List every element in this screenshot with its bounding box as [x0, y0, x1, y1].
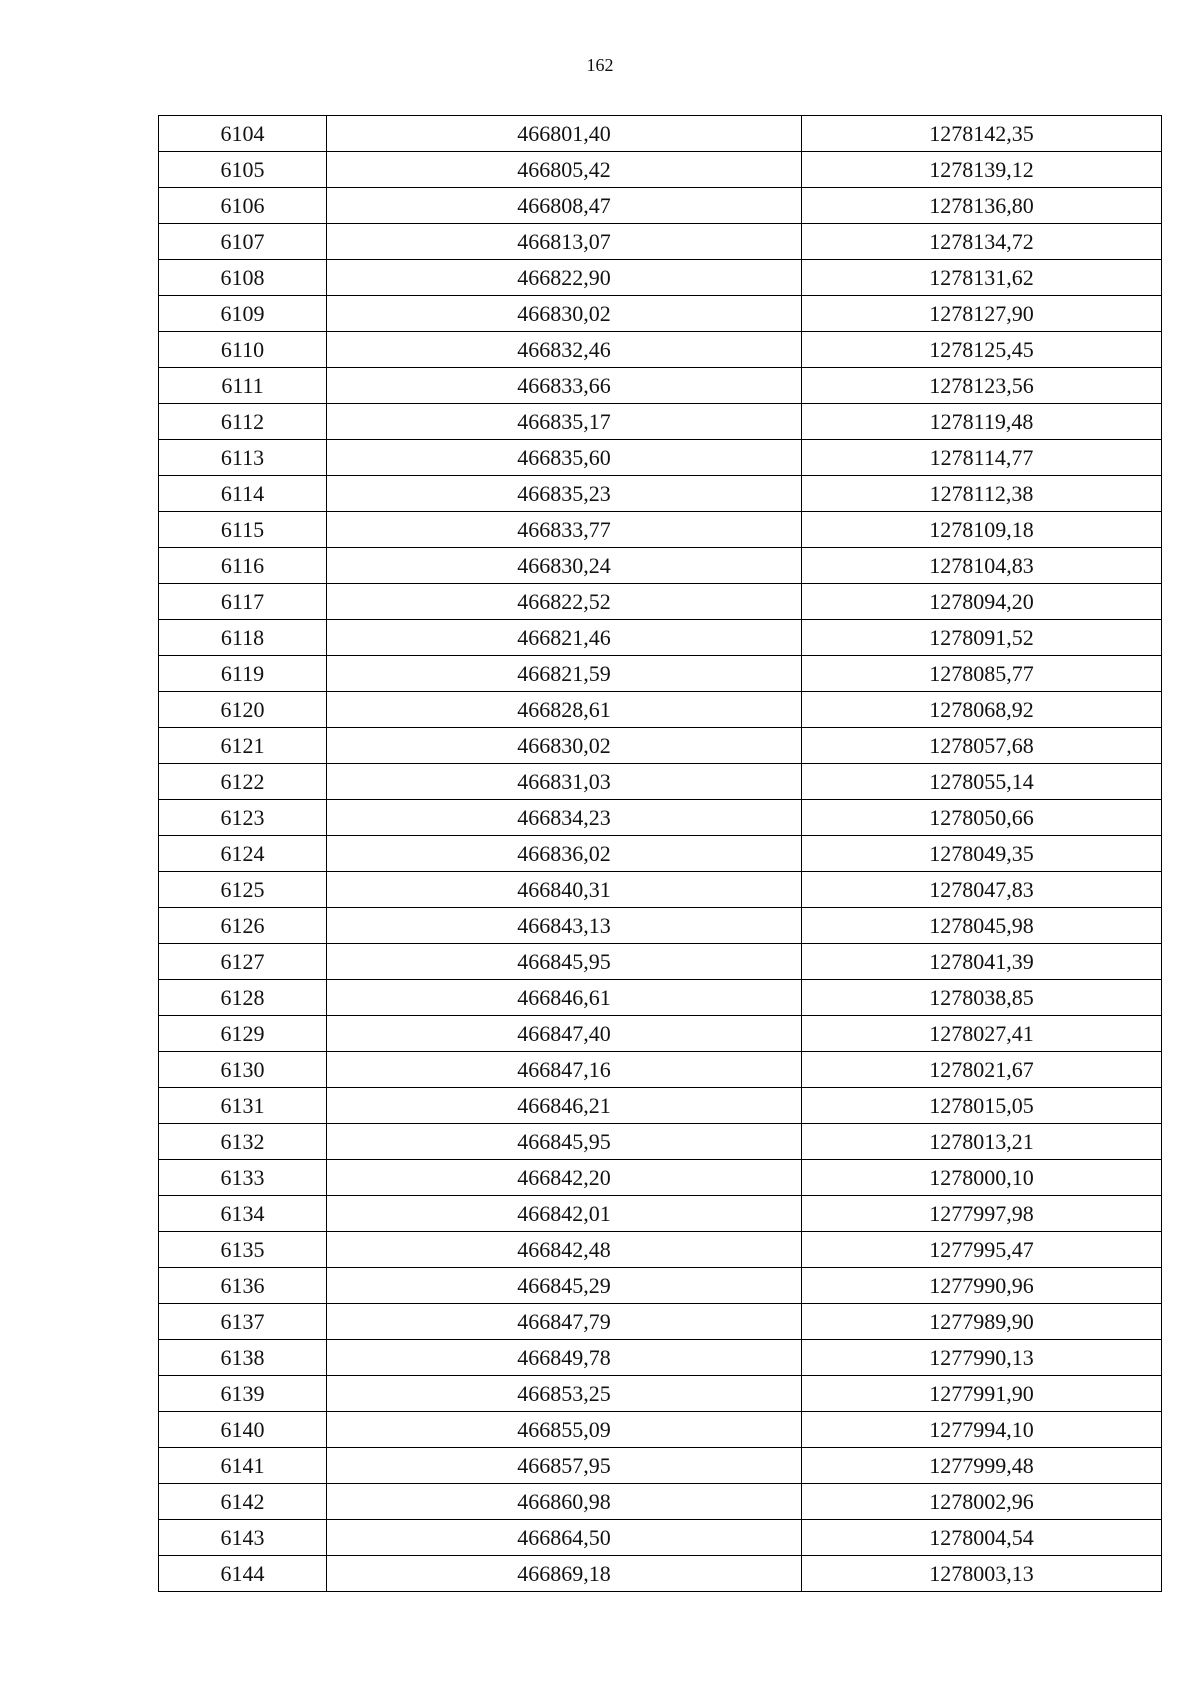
point-number-cell: 6139 [159, 1376, 327, 1412]
x-coordinate-cell: 466831,03 [327, 764, 802, 800]
x-coordinate-cell: 466853,25 [327, 1376, 802, 1412]
point-number-cell: 6108 [159, 260, 327, 296]
x-coordinate-cell: 466835,23 [327, 476, 802, 512]
y-coordinate-cell: 1278038,85 [802, 980, 1162, 1016]
y-coordinate-cell: 1278123,56 [802, 368, 1162, 404]
y-coordinate-cell: 1278068,92 [802, 692, 1162, 728]
y-coordinate-cell: 1277999,48 [802, 1448, 1162, 1484]
x-coordinate-cell: 466845,95 [327, 944, 802, 980]
table-row [159, 800, 1162, 836]
point-number-cell: 6143 [159, 1520, 327, 1556]
x-coordinate-cell: 466836,02 [327, 836, 802, 872]
table-row [159, 728, 1162, 764]
table-row [159, 1052, 1162, 1088]
table-row [159, 980, 1162, 1016]
point-number-cell: 6119 [159, 656, 327, 692]
x-coordinate-cell: 466821,46 [327, 620, 802, 656]
point-number-cell: 6124 [159, 836, 327, 872]
y-coordinate-cell: 1278021,67 [802, 1052, 1162, 1088]
y-coordinate-cell: 1278045,98 [802, 908, 1162, 944]
x-coordinate-cell: 466833,77 [327, 512, 802, 548]
x-coordinate-cell: 466830,24 [327, 548, 802, 584]
point-number-cell: 6129 [159, 1016, 327, 1052]
point-number-cell: 6131 [159, 1088, 327, 1124]
x-coordinate-cell: 466840,31 [327, 872, 802, 908]
x-coordinate-cell: 466857,95 [327, 1448, 802, 1484]
table-row [159, 548, 1162, 584]
y-coordinate-cell: 1278112,38 [802, 476, 1162, 512]
x-coordinate-cell: 466822,52 [327, 584, 802, 620]
x-coordinate-cell: 466801,40 [327, 116, 802, 152]
y-coordinate-cell: 1278094,20 [802, 584, 1162, 620]
x-coordinate-cell: 466828,61 [327, 692, 802, 728]
point-number-cell: 6135 [159, 1232, 327, 1268]
table-row [159, 872, 1162, 908]
table-row [159, 368, 1162, 404]
x-coordinate-cell: 466847,40 [327, 1016, 802, 1052]
y-coordinate-cell: 1278131,62 [802, 260, 1162, 296]
y-coordinate-cell: 1278057,68 [802, 728, 1162, 764]
point-number-cell: 6121 [159, 728, 327, 764]
y-coordinate-cell: 1278134,72 [802, 224, 1162, 260]
y-coordinate-cell: 1278085,77 [802, 656, 1162, 692]
x-coordinate-cell: 466864,50 [327, 1520, 802, 1556]
x-coordinate-cell: 466842,48 [327, 1232, 802, 1268]
point-number-cell: 6122 [159, 764, 327, 800]
point-number-cell: 6115 [159, 512, 327, 548]
x-coordinate-cell: 466808,47 [327, 188, 802, 224]
table-row [159, 296, 1162, 332]
point-number-cell: 6132 [159, 1124, 327, 1160]
table-row [159, 692, 1162, 728]
x-coordinate-cell: 466846,21 [327, 1088, 802, 1124]
x-coordinate-cell: 466860,98 [327, 1484, 802, 1520]
table-row [159, 332, 1162, 368]
table-row [159, 656, 1162, 692]
table-row [159, 584, 1162, 620]
table-row [159, 1304, 1162, 1340]
y-coordinate-cell: 1278091,52 [802, 620, 1162, 656]
point-number-cell: 6111 [159, 368, 327, 404]
y-coordinate-cell: 1278136,80 [802, 188, 1162, 224]
table-row [159, 512, 1162, 548]
table-row [159, 1412, 1162, 1448]
table-row [159, 188, 1162, 224]
point-number-cell: 6113 [159, 440, 327, 476]
table-row [159, 1484, 1162, 1520]
x-coordinate-cell: 466846,61 [327, 980, 802, 1016]
y-coordinate-cell: 1278000,10 [802, 1160, 1162, 1196]
point-number-cell: 6125 [159, 872, 327, 908]
point-number-cell: 6126 [159, 908, 327, 944]
x-coordinate-cell: 466842,01 [327, 1196, 802, 1232]
point-number-cell: 6105 [159, 152, 327, 188]
y-coordinate-cell: 1277994,10 [802, 1412, 1162, 1448]
table-row [159, 764, 1162, 800]
y-coordinate-cell: 1278003,13 [802, 1556, 1162, 1592]
y-coordinate-cell: 1278119,48 [802, 404, 1162, 440]
table-row [159, 1376, 1162, 1412]
table-row [159, 1016, 1162, 1052]
y-coordinate-cell: 1277990,96 [802, 1268, 1162, 1304]
table-row [159, 476, 1162, 512]
coordinates-table-body [159, 116, 1162, 1592]
point-number-cell: 6109 [159, 296, 327, 332]
table-row [159, 1088, 1162, 1124]
table-row [159, 1520, 1162, 1556]
y-coordinate-cell: 1278114,77 [802, 440, 1162, 476]
y-coordinate-cell: 1278004,54 [802, 1520, 1162, 1556]
table-row [159, 260, 1162, 296]
x-coordinate-cell: 466845,29 [327, 1268, 802, 1304]
x-coordinate-cell: 466845,95 [327, 1124, 802, 1160]
y-coordinate-cell: 1278127,90 [802, 296, 1162, 332]
x-coordinate-cell: 466855,09 [327, 1412, 802, 1448]
point-number-cell: 6107 [159, 224, 327, 260]
x-coordinate-cell: 466835,60 [327, 440, 802, 476]
x-coordinate-cell: 466805,42 [327, 152, 802, 188]
point-number-cell: 6136 [159, 1268, 327, 1304]
point-number-cell: 6112 [159, 404, 327, 440]
x-coordinate-cell: 466832,46 [327, 332, 802, 368]
table-row [159, 1160, 1162, 1196]
table-row [159, 944, 1162, 980]
y-coordinate-cell: 1278142,35 [802, 116, 1162, 152]
y-coordinate-cell: 1278050,66 [802, 800, 1162, 836]
y-coordinate-cell: 1278013,21 [802, 1124, 1162, 1160]
point-number-cell: 6138 [159, 1340, 327, 1376]
point-number-cell: 6120 [159, 692, 327, 728]
y-coordinate-cell: 1278027,41 [802, 1016, 1162, 1052]
coordinates-table [158, 115, 1162, 1592]
y-coordinate-cell: 1278125,45 [802, 332, 1162, 368]
x-coordinate-cell: 466834,23 [327, 800, 802, 836]
table-row [159, 1340, 1162, 1376]
y-coordinate-cell: 1278015,05 [802, 1088, 1162, 1124]
point-number-cell: 6142 [159, 1484, 327, 1520]
table-row [159, 620, 1162, 656]
point-number-cell: 6116 [159, 548, 327, 584]
y-coordinate-cell: 1277990,13 [802, 1340, 1162, 1376]
point-number-cell: 6128 [159, 980, 327, 1016]
x-coordinate-cell: 466830,02 [327, 296, 802, 332]
y-coordinate-cell: 1277995,47 [802, 1232, 1162, 1268]
point-number-cell: 6140 [159, 1412, 327, 1448]
point-number-cell: 6106 [159, 188, 327, 224]
table-row [159, 908, 1162, 944]
point-number-cell: 6118 [159, 620, 327, 656]
y-coordinate-cell: 1278049,35 [802, 836, 1162, 872]
x-coordinate-cell: 466821,59 [327, 656, 802, 692]
table-row [159, 1268, 1162, 1304]
point-number-cell: 6144 [159, 1556, 327, 1592]
table-row [159, 152, 1162, 188]
x-coordinate-cell: 466822,90 [327, 260, 802, 296]
table-row [159, 1232, 1162, 1268]
y-coordinate-cell: 1277989,90 [802, 1304, 1162, 1340]
y-coordinate-cell: 1277991,90 [802, 1376, 1162, 1412]
point-number-cell: 6104 [159, 116, 327, 152]
point-number-cell: 6137 [159, 1304, 327, 1340]
point-number-cell: 6127 [159, 944, 327, 980]
point-number-cell: 6123 [159, 800, 327, 836]
page-number: 162 [586, 55, 614, 75]
y-coordinate-cell: 1278055,14 [802, 764, 1162, 800]
x-coordinate-cell: 466847,79 [327, 1304, 802, 1340]
y-coordinate-cell: 1277997,98 [802, 1196, 1162, 1232]
point-number-cell: 6133 [159, 1160, 327, 1196]
y-coordinate-cell: 1278047,83 [802, 872, 1162, 908]
x-coordinate-cell: 466842,20 [327, 1160, 802, 1196]
x-coordinate-cell: 466869,18 [327, 1556, 802, 1592]
table-row [159, 440, 1162, 476]
y-coordinate-cell: 1278109,18 [802, 512, 1162, 548]
table-row [159, 116, 1162, 152]
point-number-cell: 6130 [159, 1052, 327, 1088]
y-coordinate-cell: 1278104,83 [802, 548, 1162, 584]
x-coordinate-cell: 466835,17 [327, 404, 802, 440]
y-coordinate-cell: 1278002,96 [802, 1484, 1162, 1520]
table-row [159, 1556, 1162, 1592]
y-coordinate-cell: 1278139,12 [802, 152, 1162, 188]
y-coordinate-cell: 1278041,39 [802, 944, 1162, 980]
table-row [159, 224, 1162, 260]
table-row [159, 404, 1162, 440]
x-coordinate-cell: 466830,02 [327, 728, 802, 764]
table-row [159, 1124, 1162, 1160]
point-number-cell: 6134 [159, 1196, 327, 1232]
table-row [159, 836, 1162, 872]
x-coordinate-cell: 466849,78 [327, 1340, 802, 1376]
point-number-cell: 6141 [159, 1448, 327, 1484]
point-number-cell: 6117 [159, 584, 327, 620]
point-number-cell: 6114 [159, 476, 327, 512]
x-coordinate-cell: 466813,07 [327, 224, 802, 260]
x-coordinate-cell: 466833,66 [327, 368, 802, 404]
table-row [159, 1448, 1162, 1484]
x-coordinate-cell: 466843,13 [327, 908, 802, 944]
x-coordinate-cell: 466847,16 [327, 1052, 802, 1088]
point-number-cell: 6110 [159, 332, 327, 368]
table-row [159, 1196, 1162, 1232]
